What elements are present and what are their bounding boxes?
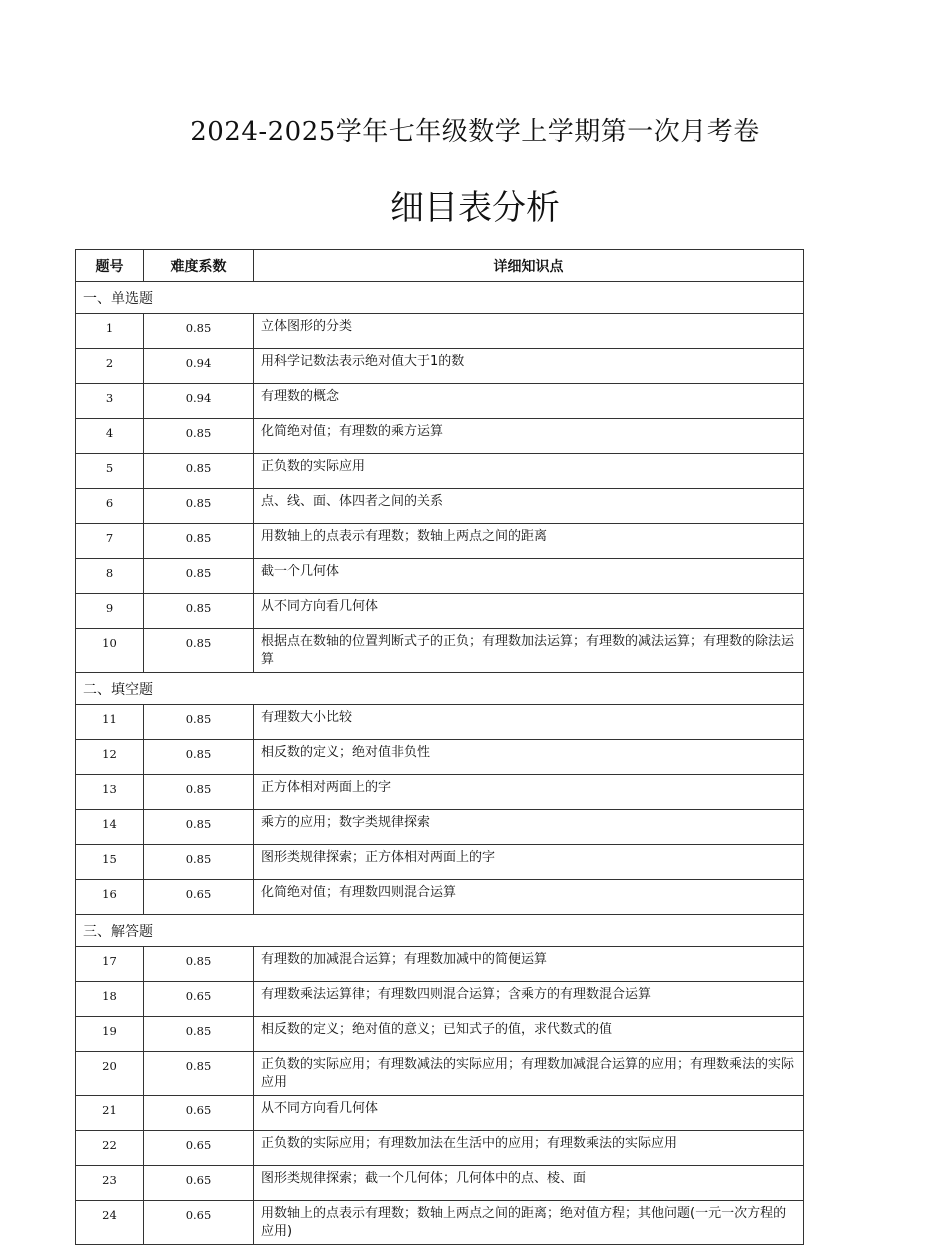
section-title: 三、解答题: [76, 915, 804, 947]
question-number-cell: 3: [76, 384, 144, 419]
difficulty-cell: 0.85: [144, 489, 254, 524]
table-row: [76, 489, 804, 524]
question-number-cell: 12: [76, 740, 144, 775]
question-number-cell: 20: [76, 1052, 144, 1096]
question-number-cell: 17: [76, 947, 144, 982]
difficulty-cell: 0.94: [144, 384, 254, 419]
table-row: [76, 1166, 804, 1201]
table-row: [76, 982, 804, 1017]
knowledge-point-cell: 用数轴上的点表示有理数；数轴上两点之间的距离；绝对值方程；其他问题(一元一次方程的应用): [254, 1201, 804, 1245]
header-question-number: 题号: [76, 250, 144, 282]
difficulty-cell: 0.85: [144, 775, 254, 810]
difficulty-cell: 0.85: [144, 810, 254, 845]
difficulty-cell: 0.85: [144, 559, 254, 594]
table-row: [76, 559, 804, 594]
table-row: [76, 947, 804, 982]
difficulty-cell: 0.85: [144, 524, 254, 559]
table-row: [76, 1052, 804, 1096]
table-row: [76, 740, 804, 775]
difficulty-cell: 0.85: [144, 419, 254, 454]
table-row: [76, 775, 804, 810]
question-number-cell: 19: [76, 1017, 144, 1052]
knowledge-point-cell: 点、线、面、体四者之间的关系: [254, 489, 804, 524]
section-row: [76, 915, 804, 947]
difficulty-cell: 0.94: [144, 349, 254, 384]
document-title: 2024-2025学年七年级数学上学期第一次月考卷: [190, 117, 760, 147]
difficulty-cell: 0.65: [144, 880, 254, 915]
question-number-cell: 10: [76, 629, 144, 673]
question-number-cell: 11: [76, 705, 144, 740]
document-subtitle: 细目表分析: [390, 188, 560, 228]
knowledge-point-cell: 正方体相对两面上的字: [254, 775, 804, 810]
question-number-cell: 1: [76, 314, 144, 349]
difficulty-cell: 0.85: [144, 740, 254, 775]
knowledge-point-cell: 化简绝对值；有理数的乘方运算: [254, 419, 804, 454]
difficulty-cell: 0.85: [144, 1017, 254, 1052]
question-number-cell: 16: [76, 880, 144, 915]
table-row: [76, 594, 804, 629]
knowledge-point-cell: 正负数的实际应用: [254, 454, 804, 489]
difficulty-cell: 0.85: [144, 629, 254, 673]
table-row: [76, 1017, 804, 1052]
knowledge-point-cell: 从不同方向看几何体: [254, 594, 804, 629]
knowledge-point-cell: 化简绝对值；有理数四则混合运算: [254, 880, 804, 915]
difficulty-cell: 0.85: [144, 454, 254, 489]
difficulty-cell: 0.85: [144, 705, 254, 740]
knowledge-point-cell: 相反数的定义；绝对值非负性: [254, 740, 804, 775]
question-number-cell: 24: [76, 1201, 144, 1245]
difficulty-cell: 0.85: [144, 594, 254, 629]
header-difficulty: 难度系数: [144, 250, 254, 282]
header-knowledge-points: 详细知识点: [254, 250, 804, 282]
difficulty-cell: 0.65: [144, 1131, 254, 1166]
knowledge-point-cell: 有理数乘法运算律；有理数四则混合运算；含乘方的有理数混合运算: [254, 982, 804, 1017]
section-title: 二、填空题: [76, 673, 804, 705]
knowledge-point-cell: 有理数的概念: [254, 384, 804, 419]
table-row: [76, 1201, 804, 1245]
difficulty-cell: 0.65: [144, 982, 254, 1017]
table-row: [76, 629, 804, 673]
knowledge-point-cell: 有理数大小比较: [254, 705, 804, 740]
difficulty-cell: 0.85: [144, 1052, 254, 1096]
table-row: [76, 454, 804, 489]
knowledge-point-cell: 图形类规律探索；截一个几何体；几何体中的点、棱、面: [254, 1166, 804, 1201]
table-row: [76, 314, 804, 349]
knowledge-point-cell: 有理数的加减混合运算；有理数加减中的简便运算: [254, 947, 804, 982]
difficulty-cell: 0.65: [144, 1096, 254, 1131]
question-number-cell: 15: [76, 845, 144, 880]
difficulty-cell: 0.85: [144, 947, 254, 982]
knowledge-point-cell: 正负数的实际应用；有理数减法的实际应用；有理数加减混合运算的应用；有理数乘法的实际应用: [254, 1052, 804, 1096]
question-number-cell: 9: [76, 594, 144, 629]
table-row: [76, 880, 804, 915]
question-number-cell: 8: [76, 559, 144, 594]
question-number-cell: 18: [76, 982, 144, 1017]
knowledge-point-cell: 用数轴上的点表示有理数；数轴上两点之间的距离: [254, 524, 804, 559]
table-row: [76, 349, 804, 384]
knowledge-point-cell: 用科学记数法表示绝对值大于1的数: [254, 349, 804, 384]
table-row: [76, 419, 804, 454]
knowledge-point-cell: 相反数的定义；绝对值的意义；已知式子的值，求代数式的值: [254, 1017, 804, 1052]
knowledge-point-cell: 乘方的应用；数字类规律探索: [254, 810, 804, 845]
knowledge-point-cell: 立体图形的分类: [254, 314, 804, 349]
question-number-cell: 14: [76, 810, 144, 845]
question-number-cell: 5: [76, 454, 144, 489]
question-number-cell: 21: [76, 1096, 144, 1131]
difficulty-cell: 0.85: [144, 314, 254, 349]
knowledge-point-cell: 图形类规律探索；正方体相对两面上的字: [254, 845, 804, 880]
table-row: [76, 1131, 804, 1166]
table-row: [76, 384, 804, 419]
section-title: 一、单选题: [76, 282, 804, 314]
knowledge-point-cell: 根据点在数轴的位置判断式子的正负；有理数加法运算；有理数的减法运算；有理数的除法运算: [254, 629, 804, 673]
table-row: [76, 524, 804, 559]
question-number-cell: 13: [76, 775, 144, 810]
question-number-cell: 2: [76, 349, 144, 384]
difficulty-cell: 0.65: [144, 1166, 254, 1201]
difficulty-cell: 0.65: [144, 1201, 254, 1245]
table-body: [76, 282, 804, 1245]
question-number-cell: 4: [76, 419, 144, 454]
section-row: [76, 673, 804, 705]
knowledge-point-cell: 截一个几何体: [254, 559, 804, 594]
question-number-cell: 22: [76, 1131, 144, 1166]
question-number-cell: 23: [76, 1166, 144, 1201]
question-number-cell: 7: [76, 524, 144, 559]
table-row: [76, 845, 804, 880]
table-header-row: [76, 250, 804, 282]
table-row: [76, 705, 804, 740]
difficulty-cell: 0.85: [144, 845, 254, 880]
knowledge-point-cell: 从不同方向看几何体: [254, 1096, 804, 1131]
question-number-cell: 6: [76, 489, 144, 524]
section-row: [76, 282, 804, 314]
table-row: [76, 810, 804, 845]
knowledge-point-cell: 正负数的实际应用；有理数加法在生活中的应用；有理数乘法的实际应用: [254, 1131, 804, 1166]
table-row: [76, 1096, 804, 1131]
analysis-table: [75, 249, 804, 1245]
